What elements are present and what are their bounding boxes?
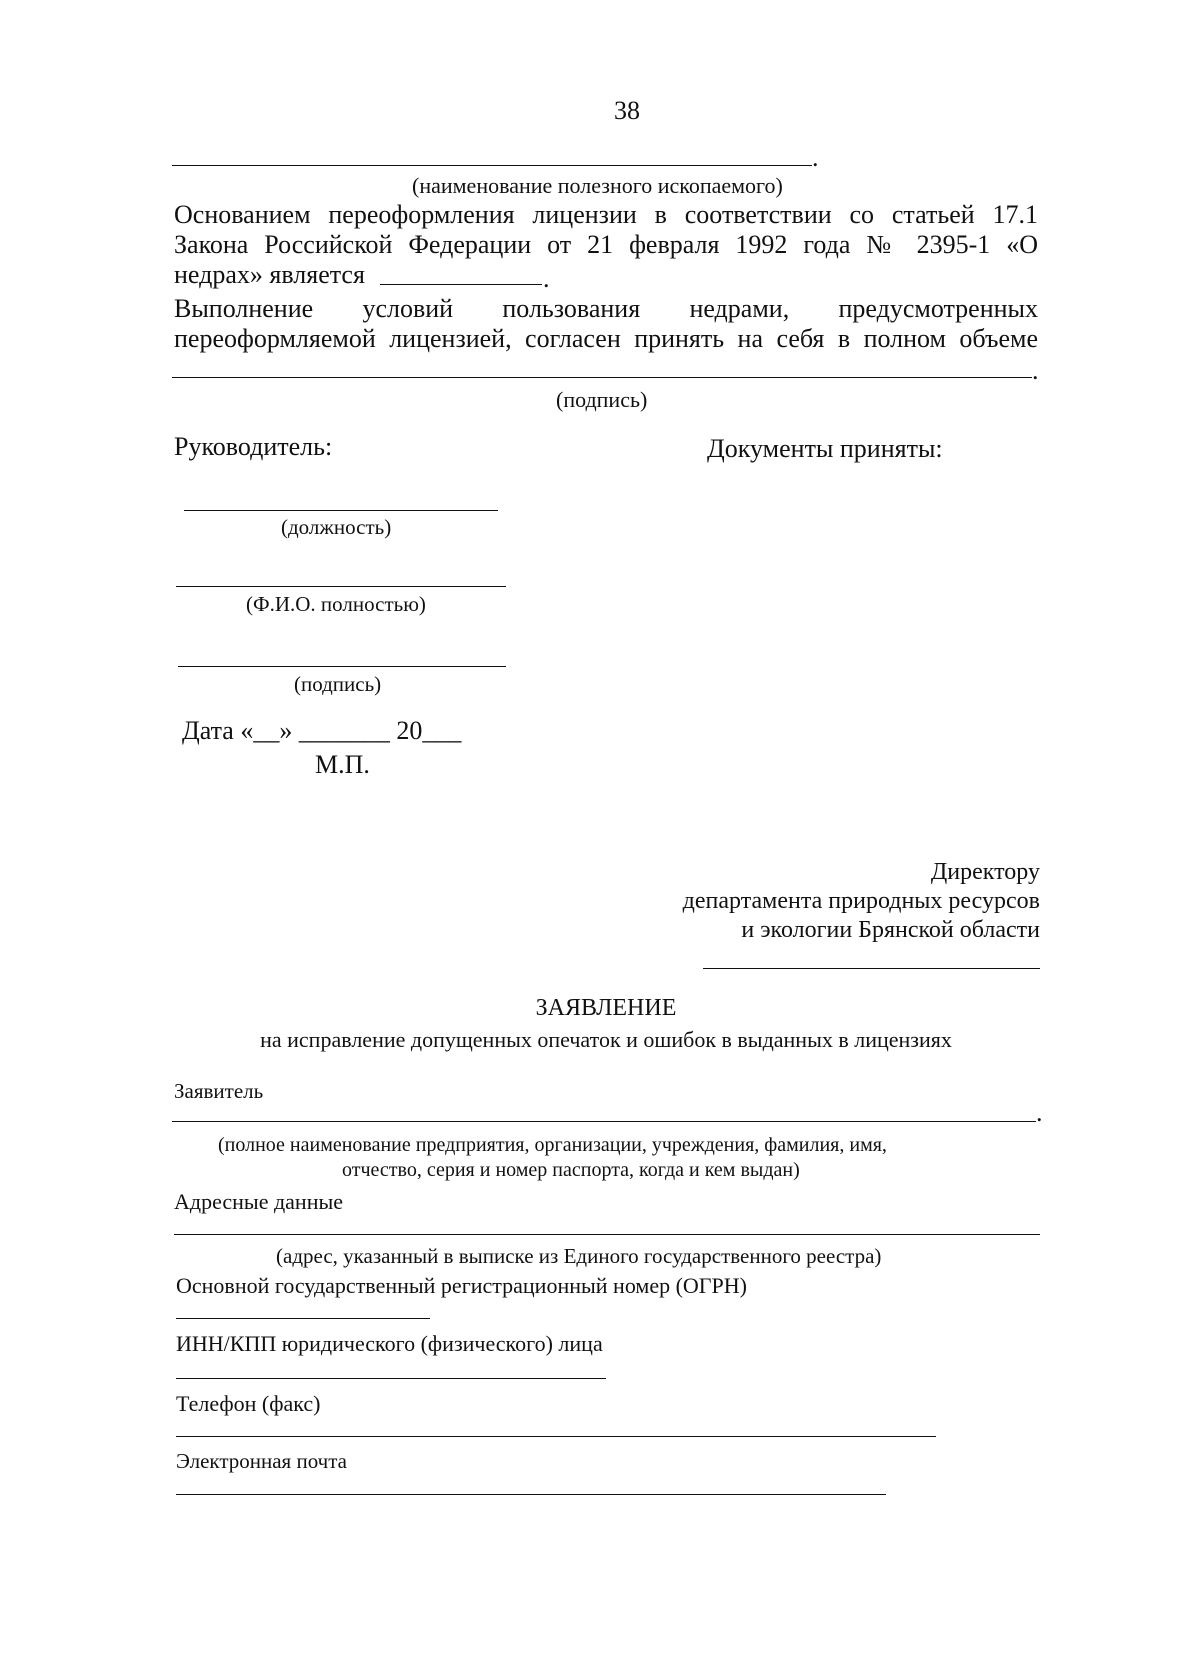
docs-accepted-label: Документы приняты: [707,434,943,463]
period-mark: . [1036,1098,1043,1127]
applicant-line[interactable] [172,1121,1036,1122]
head-label: Руководитель: [174,432,333,461]
basis-text-line2: Закона Российской Федерации от 21 февраля 1992 года № 2395-1 «О [174,230,1038,259]
addressee-line2: департамента природных ресурсов [682,888,1040,914]
addressee-line1: Директору [930,859,1040,885]
email-label: Электронная почта [176,1449,347,1473]
phone-label: Телефон (факс) [176,1391,321,1416]
mineral-caption: (наименование полезного ископаемого) [412,173,783,198]
signature2-line[interactable] [178,666,506,667]
date-field[interactable]: Дата «__» _______ 20___ [182,716,462,745]
ogrn-line[interactable] [176,1318,430,1319]
applicant-caption-line1: (полное наименование предприятия, организации, учреждения, фамилия, имя, [218,1134,887,1156]
mineral-name-line[interactable] [172,165,812,166]
stamp-label: М.П. [315,750,370,779]
addressee-line3: и экологии Брянской области [741,917,1040,943]
conditions-text-line1: Выполнение условий пользования недрами, предусмотренных [174,294,1038,323]
position-caption: (должность) [281,515,392,539]
consent-signature-line[interactable] [172,377,1032,378]
applicant-label: Заявитель [174,1079,264,1103]
conditions-text-line2: переоформляемой лицензией, согласен принять на себя в полном объеме [174,324,1038,353]
application-title: ЗАЯВЛЕНИЕ [535,995,677,1021]
basis-input-line[interactable] [380,284,542,285]
period-mark: . [1032,356,1039,385]
signature-caption: (подпись) [556,387,648,412]
inn-line[interactable] [176,1378,606,1379]
phone-line[interactable] [176,1436,936,1437]
director-name-line[interactable] [703,968,1040,969]
ogrn-label: Основной государственный регистрационный номер (ОГРН) [176,1273,747,1298]
signature2-caption: (подпись) [294,672,382,696]
address-line[interactable] [174,1234,1040,1235]
fio-line[interactable] [176,586,506,587]
application-subtitle: на исправление допущенных опечаток и ошибок в выданных в лицензиях [260,1027,952,1052]
address-caption: (адрес, указанный в выписке из Единого государственного реестра) [276,1244,882,1268]
period-mark: . [543,264,550,293]
page-number: 38 [614,96,640,125]
period-mark: . [812,143,819,172]
inn-label: ИНН/КПП юридического (физического) лица [176,1331,603,1356]
email-line[interactable] [176,1494,886,1495]
position-line[interactable] [184,510,498,511]
address-label: Адресные данные [174,1189,344,1214]
basis-text-line3: недрах» является [174,260,365,289]
applicant-caption-line2: отчество, серия и номер паспорта, когда и кем выдан) [342,1159,800,1181]
fio-caption: (Ф.И.О. полностью) [246,592,426,616]
basis-text-line1: Основанием переоформления лицензии в соответствии со статьей 17.1 [174,200,1038,229]
